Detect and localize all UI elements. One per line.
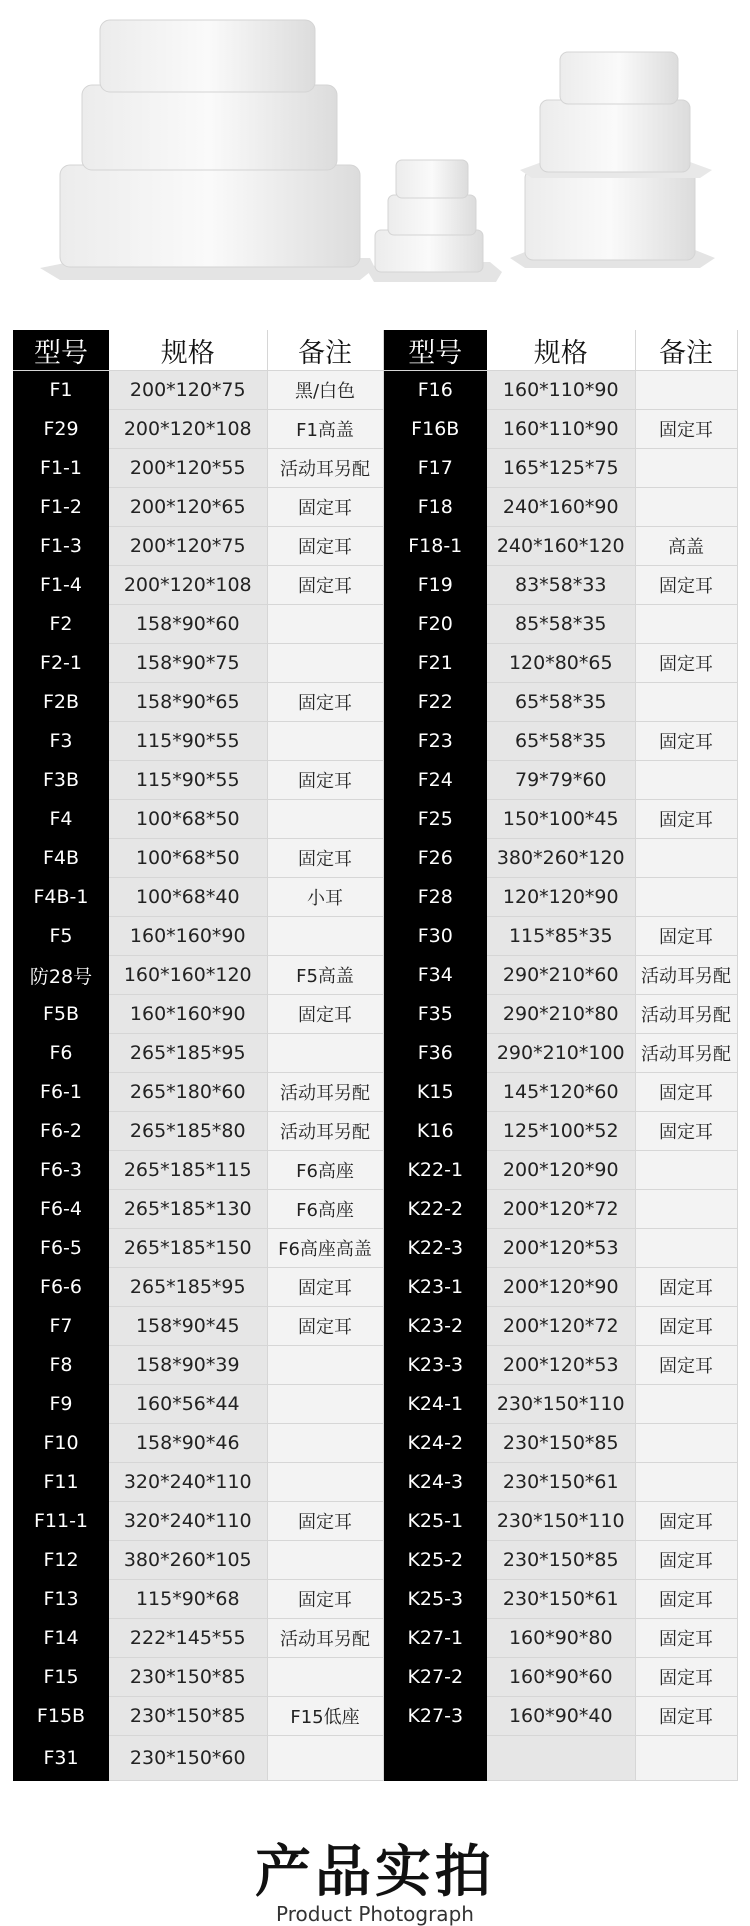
cell-model: F4B-1	[13, 878, 109, 917]
cell-model: F23	[383, 722, 487, 761]
cell-note	[635, 1151, 737, 1190]
cell-spec: 160*90*80	[487, 1619, 635, 1658]
cell-note: 固定耳	[635, 1073, 737, 1112]
cell-note: 固定耳	[635, 566, 737, 605]
cell-note	[635, 1463, 737, 1502]
cell-spec: 160*90*60	[487, 1658, 635, 1697]
table-row	[13, 1541, 737, 1580]
cell-spec: 290*210*80	[487, 995, 635, 1034]
cell-model: F20	[383, 605, 487, 644]
table-row	[13, 1463, 737, 1502]
cell-model: K23-1	[383, 1268, 487, 1307]
cell-model: F24	[383, 761, 487, 800]
cell-model: F30	[383, 917, 487, 956]
cell-model: F12	[13, 1541, 109, 1580]
cell-note	[635, 839, 737, 878]
cell-model: F11-1	[13, 1502, 109, 1541]
cell-note: 固定耳	[635, 800, 737, 839]
cell-spec: 200*120*65	[109, 488, 267, 527]
cell-model: F35	[383, 995, 487, 1034]
cell-spec: 320*240*110	[109, 1502, 267, 1541]
cell-note	[267, 800, 383, 839]
enclosure-boxes-image	[0, 0, 750, 320]
cell-model: F5B	[13, 995, 109, 1034]
cell-spec: 380*260*120	[487, 839, 635, 878]
header-spec: 规格	[487, 330, 635, 371]
cell-model: F1-3	[13, 527, 109, 566]
table-row	[13, 1619, 737, 1658]
cell-note	[635, 488, 737, 527]
cell-model: F4	[13, 800, 109, 839]
cell-spec: 165*125*75	[487, 449, 635, 488]
cell-model: F26	[383, 839, 487, 878]
cell-model: F9	[13, 1385, 109, 1424]
cell-note: 固定耳	[267, 995, 383, 1034]
cell-note: 固定耳	[635, 1112, 737, 1151]
cell-spec: 79*79*60	[487, 761, 635, 800]
cell-model: F2	[13, 605, 109, 644]
cell-spec: 158*90*60	[109, 605, 267, 644]
table-row	[13, 995, 737, 1034]
cell-spec: 230*150*61	[487, 1580, 635, 1619]
cell-spec: 160*160*120	[109, 956, 267, 995]
cell-note: 固定耳	[267, 527, 383, 566]
cell-note	[267, 722, 383, 761]
cell-spec: 160*110*90	[487, 410, 635, 449]
cell-model: F22	[383, 683, 487, 722]
cell-spec: 380*260*105	[109, 1541, 267, 1580]
cell-model: K23-2	[383, 1307, 487, 1346]
table-row	[13, 956, 737, 995]
cell-model: F17	[383, 449, 487, 488]
cell-note	[635, 1736, 737, 1781]
table-row	[13, 1580, 737, 1619]
cell-spec: 230*150*60	[109, 1736, 267, 1781]
cell-note: 固定耳	[635, 917, 737, 956]
cell-spec: 150*100*45	[487, 800, 635, 839]
cell-model: F14	[13, 1619, 109, 1658]
cell-note: F6高座	[267, 1151, 383, 1190]
table-row	[13, 917, 737, 956]
cell-note: F6高座高盖	[267, 1229, 383, 1268]
cell-spec: 120*80*65	[487, 644, 635, 683]
cell-note	[635, 1385, 737, 1424]
cell-note: 黑/白色	[267, 371, 383, 410]
cell-model: F7	[13, 1307, 109, 1346]
cell-model: F11	[13, 1463, 109, 1502]
cell-note	[635, 371, 737, 410]
table-row	[13, 488, 737, 527]
table-row	[13, 527, 737, 566]
cell-note: 固定耳	[267, 1268, 383, 1307]
cell-note: 固定耳	[635, 722, 737, 761]
cell-spec: 160*110*90	[487, 371, 635, 410]
spec-table	[13, 330, 738, 1781]
cell-spec: 158*90*39	[109, 1346, 267, 1385]
cell-model: K24-1	[383, 1385, 487, 1424]
cell-spec: 158*90*45	[109, 1307, 267, 1346]
section-subtitle: Product Photograph	[276, 1902, 474, 1926]
cell-spec: 200*120*53	[487, 1346, 635, 1385]
cell-spec: 115*90*55	[109, 722, 267, 761]
cell-spec: 265*185*150	[109, 1229, 267, 1268]
cell-spec: 265*185*95	[109, 1034, 267, 1073]
table-row	[13, 1229, 737, 1268]
cell-model: F25	[383, 800, 487, 839]
cell-model: F15B	[13, 1697, 109, 1736]
cell-model: K22-1	[383, 1151, 487, 1190]
cell-spec: 100*68*50	[109, 800, 267, 839]
cell-note: 活动耳另配	[635, 1034, 737, 1073]
cell-note: 高盖	[635, 527, 737, 566]
table-row	[13, 1697, 737, 1736]
cell-note: 固定耳	[635, 1307, 737, 1346]
table-row	[13, 1736, 737, 1781]
cell-note: 活动耳另配	[267, 1619, 383, 1658]
cell-spec: 230*150*110	[487, 1385, 635, 1424]
cell-spec: 115*90*68	[109, 1580, 267, 1619]
cell-spec: 158*90*65	[109, 683, 267, 722]
cell-model: F15	[13, 1658, 109, 1697]
cell-model: K25-1	[383, 1502, 487, 1541]
cell-note: F15低座	[267, 1697, 383, 1736]
table-row	[13, 722, 737, 761]
cell-note: F1高盖	[267, 410, 383, 449]
cell-note	[267, 1658, 383, 1697]
cell-model: F18	[383, 488, 487, 527]
cell-note: 固定耳	[635, 1658, 737, 1697]
section-title: 产品实拍	[255, 1840, 495, 1905]
cell-note: 固定耳	[267, 1307, 383, 1346]
cell-spec: 100*68*40	[109, 878, 267, 917]
table-header-row	[13, 330, 737, 371]
cell-note	[267, 1736, 383, 1781]
cell-note: 固定耳	[267, 839, 383, 878]
cell-spec: 158*90*75	[109, 644, 267, 683]
header-model: 型号	[383, 330, 487, 371]
product-photo	[0, 0, 750, 320]
cell-spec: 160*160*90	[109, 917, 267, 956]
table-row	[13, 1424, 737, 1463]
cell-model: K23-3	[383, 1346, 487, 1385]
cell-spec: 230*150*85	[109, 1697, 267, 1736]
cell-note	[635, 1229, 737, 1268]
table-row	[13, 1112, 737, 1151]
cell-spec: 200*120*75	[109, 527, 267, 566]
cell-spec: 265*185*115	[109, 1151, 267, 1190]
cell-spec: 290*210*100	[487, 1034, 635, 1073]
cell-model: F6-5	[13, 1229, 109, 1268]
cell-spec: 200*120*90	[487, 1268, 635, 1307]
cell-spec: 145*120*60	[487, 1073, 635, 1112]
cell-model: F10	[13, 1424, 109, 1463]
cell-model: F1-1	[13, 449, 109, 488]
cell-note	[635, 761, 737, 800]
cell-model: F3B	[13, 761, 109, 800]
cell-note	[267, 1034, 383, 1073]
table-row	[13, 1190, 737, 1229]
cell-note: 固定耳	[267, 1502, 383, 1541]
cell-note: 固定耳	[635, 644, 737, 683]
cell-model: F1-4	[13, 566, 109, 605]
cell-spec: 265*185*95	[109, 1268, 267, 1307]
spec-table-body	[13, 371, 737, 1781]
table-row	[13, 449, 737, 488]
table-row	[13, 371, 737, 410]
table-row	[13, 410, 737, 449]
table-row	[13, 644, 737, 683]
cell-model: K25-2	[383, 1541, 487, 1580]
cell-model: K27-1	[383, 1619, 487, 1658]
cell-note: 固定耳	[635, 410, 737, 449]
cell-model: K16	[383, 1112, 487, 1151]
cell-model: F8	[13, 1346, 109, 1385]
cell-model: F34	[383, 956, 487, 995]
cell-note	[267, 917, 383, 956]
cell-model: F16	[383, 371, 487, 410]
cell-model: F6-3	[13, 1151, 109, 1190]
cell-note: 固定耳	[635, 1502, 737, 1541]
cell-model: K24-2	[383, 1424, 487, 1463]
cell-spec: 115*85*35	[487, 917, 635, 956]
cell-model: F36	[383, 1034, 487, 1073]
cell-model: K22-2	[383, 1190, 487, 1229]
cell-spec: 200*120*108	[109, 566, 267, 605]
cell-model: F1-2	[13, 488, 109, 527]
cell-spec: 160*90*40	[487, 1697, 635, 1736]
cell-model: 防28号	[13, 956, 109, 995]
cell-spec: 160*56*44	[109, 1385, 267, 1424]
cell-model: K15	[383, 1073, 487, 1112]
cell-spec: 265*185*80	[109, 1112, 267, 1151]
cell-spec: 65*58*35	[487, 722, 635, 761]
cell-model: F1	[13, 371, 109, 410]
cell-spec: 230*150*85	[487, 1541, 635, 1580]
cell-spec: 85*58*35	[487, 605, 635, 644]
table-row	[13, 1502, 737, 1541]
cell-model: F3	[13, 722, 109, 761]
table-row	[13, 1268, 737, 1307]
cell-model: F29	[13, 410, 109, 449]
cell-model: F28	[383, 878, 487, 917]
cell-note: 活动耳另配	[267, 1073, 383, 1112]
cell-note	[635, 878, 737, 917]
cell-note: 活动耳另配	[267, 1112, 383, 1151]
cell-note: 固定耳	[635, 1541, 737, 1580]
cell-spec: 230*150*110	[487, 1502, 635, 1541]
header-spec: 规格	[109, 330, 267, 371]
cell-spec: 222*145*55	[109, 1619, 267, 1658]
cell-model: F6-6	[13, 1268, 109, 1307]
cell-spec: 240*160*120	[487, 527, 635, 566]
cell-spec: 200*120*72	[487, 1307, 635, 1346]
cell-spec: 115*90*55	[109, 761, 267, 800]
table-row	[13, 566, 737, 605]
cell-note: 固定耳	[267, 488, 383, 527]
cell-model: K27-3	[383, 1697, 487, 1736]
cell-model: F6-2	[13, 1112, 109, 1151]
cell-model: F2-1	[13, 644, 109, 683]
table-row	[13, 1658, 737, 1697]
cell-spec: 230*150*85	[109, 1658, 267, 1697]
cell-note	[635, 1424, 737, 1463]
cell-spec: 265*185*130	[109, 1190, 267, 1229]
cell-note: 固定耳	[635, 1268, 737, 1307]
table-row	[13, 683, 737, 722]
header-note: 备注	[635, 330, 737, 371]
cell-spec: 230*150*61	[487, 1463, 635, 1502]
cell-spec: 290*210*60	[487, 956, 635, 995]
table-row	[13, 878, 737, 917]
cell-model: F5	[13, 917, 109, 956]
cell-spec: 200*120*75	[109, 371, 267, 410]
cell-spec: 265*180*60	[109, 1073, 267, 1112]
cell-note	[267, 1463, 383, 1502]
table-row	[13, 800, 737, 839]
table-row	[13, 1034, 737, 1073]
cell-note: 固定耳	[267, 761, 383, 800]
cell-note	[635, 605, 737, 644]
cell-note: 活动耳另配	[635, 956, 737, 995]
cell-model: K24-3	[383, 1463, 487, 1502]
header-model: 型号	[13, 330, 109, 371]
table-row	[13, 839, 737, 878]
cell-note: 固定耳	[635, 1619, 737, 1658]
table-row	[13, 1073, 737, 1112]
cell-note	[267, 644, 383, 683]
cell-spec: 120*120*90	[487, 878, 635, 917]
cell-note: 固定耳	[267, 683, 383, 722]
cell-model: F21	[383, 644, 487, 683]
cell-spec: 125*100*52	[487, 1112, 635, 1151]
cell-spec: 320*240*110	[109, 1463, 267, 1502]
cell-note	[267, 1346, 383, 1385]
table-row	[13, 605, 737, 644]
cell-model: F6	[13, 1034, 109, 1073]
cell-note: 固定耳	[635, 1697, 737, 1736]
cell-note	[267, 1541, 383, 1580]
table-row	[13, 1151, 737, 1190]
cell-model: F13	[13, 1580, 109, 1619]
cell-note	[267, 1385, 383, 1424]
cell-model: K22-3	[383, 1229, 487, 1268]
cell-spec: 200*120*53	[487, 1229, 635, 1268]
cell-note	[267, 605, 383, 644]
cell-note: F5高盖	[267, 956, 383, 995]
cell-spec: 65*58*35	[487, 683, 635, 722]
cell-model: F6-1	[13, 1073, 109, 1112]
cell-model: F18-1	[383, 527, 487, 566]
cell-note: F6高座	[267, 1190, 383, 1229]
cell-spec: 200*120*72	[487, 1190, 635, 1229]
cell-model	[383, 1736, 487, 1781]
cell-spec	[487, 1736, 635, 1781]
cell-model: K27-2	[383, 1658, 487, 1697]
cell-spec: 83*58*33	[487, 566, 635, 605]
cell-note: 活动耳另配	[267, 449, 383, 488]
cell-note: 固定耳	[635, 1580, 737, 1619]
cell-model: F31	[13, 1736, 109, 1781]
cell-note: 固定耳	[635, 1346, 737, 1385]
cell-note: 活动耳另配	[635, 995, 737, 1034]
cell-model: F2B	[13, 683, 109, 722]
cell-note: 固定耳	[267, 566, 383, 605]
cell-spec: 200*120*108	[109, 410, 267, 449]
cell-spec: 160*160*90	[109, 995, 267, 1034]
table-row	[13, 1385, 737, 1424]
cell-model: F16B	[383, 410, 487, 449]
cell-note	[635, 683, 737, 722]
table-row	[13, 761, 737, 800]
cell-spec: 230*150*85	[487, 1424, 635, 1463]
cell-spec: 240*160*90	[487, 488, 635, 527]
table-row	[13, 1346, 737, 1385]
table-row	[13, 1307, 737, 1346]
cell-spec: 200*120*90	[487, 1151, 635, 1190]
cell-note	[635, 449, 737, 488]
cell-model: F6-4	[13, 1190, 109, 1229]
cell-model: K25-3	[383, 1580, 487, 1619]
header-note: 备注	[267, 330, 383, 371]
cell-spec: 200*120*55	[109, 449, 267, 488]
cell-note: 小耳	[267, 878, 383, 917]
cell-spec: 100*68*50	[109, 839, 267, 878]
cell-note: 固定耳	[267, 1580, 383, 1619]
cell-note	[267, 1424, 383, 1463]
cell-note	[635, 1190, 737, 1229]
cell-spec: 158*90*46	[109, 1424, 267, 1463]
cell-model: F19	[383, 566, 487, 605]
cell-model: F4B	[13, 839, 109, 878]
